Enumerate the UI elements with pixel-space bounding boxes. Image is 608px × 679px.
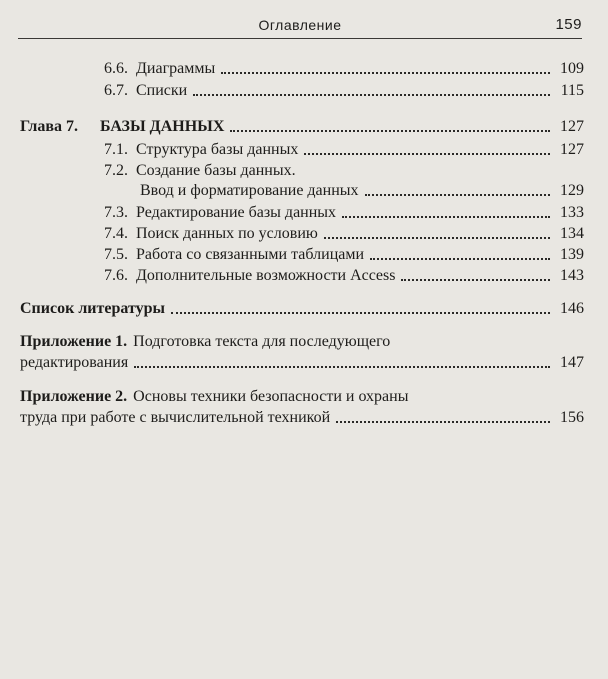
toc-title: Дополнительные возможности Access [136, 267, 396, 284]
toc-entry-appendix-2-line1[interactable] [20, 387, 584, 407]
toc-title: Диаграммы [136, 60, 216, 77]
toc-title-line2: редактирования [20, 354, 129, 371]
toc-entry-7-5[interactable] [104, 245, 584, 265]
dot-leader [193, 93, 550, 96]
dot-leader [370, 257, 550, 260]
dot-leader [342, 215, 550, 218]
toc-entry-7-6[interactable] [104, 266, 584, 286]
toc-entry-7-3[interactable] [104, 203, 584, 223]
dot-leader [365, 193, 550, 196]
toc-title-line2: Ввод и форматирование данных [140, 182, 359, 199]
toc-number: 7.1. [104, 141, 128, 158]
toc-number: 7.3. [104, 204, 128, 221]
toc-entry-7-2-line2[interactable] [140, 181, 584, 201]
toc-entry-6-7[interactable] [104, 81, 584, 101]
dot-leader [401, 278, 550, 281]
appendix-label: Приложение 1. [20, 333, 128, 350]
toc-entry-appendix-1-line2[interactable] [20, 353, 584, 373]
toc-entry-7-2-line1[interactable] [104, 161, 584, 181]
toc-page: 143 [560, 267, 584, 284]
running-header [18, 16, 582, 39]
toc-page: 129 [560, 182, 584, 199]
header-page-number: 159 [555, 16, 582, 33]
toc-title-line1: Подготовка текста для последующего [133, 333, 391, 350]
toc-title-line1: Создание базы данных. [136, 162, 296, 179]
dot-leader [324, 236, 550, 239]
toc-page: 147 [560, 354, 584, 371]
toc-page: 127 [560, 118, 584, 135]
toc-number: 7.4. [104, 225, 128, 242]
toc-entry-7-1[interactable] [104, 140, 584, 160]
toc-page: 109 [560, 60, 584, 77]
toc-title: Поиск данных по условию [136, 225, 318, 242]
toc-page: 139 [560, 246, 584, 263]
toc-page: 134 [560, 225, 584, 242]
dot-leader [336, 420, 550, 423]
toc-page: 133 [560, 204, 584, 221]
toc-title-line2: труда при работе с вычислительной техникой [20, 409, 331, 426]
toc-page: 156 [560, 409, 584, 426]
dot-leader [134, 365, 550, 368]
toc-number: 6.6. [104, 60, 128, 77]
toc-page: 146 [560, 300, 584, 317]
toc-title: Списки [136, 82, 188, 99]
chapter-label: Глава 7. [20, 118, 78, 135]
dot-leader [221, 71, 550, 74]
toc-title: Работа со связанными таблицами [136, 246, 365, 263]
toc-page: 127 [560, 141, 584, 158]
toc-title: Структура базы данных [136, 141, 299, 158]
toc-entry-bibliography[interactable] [20, 299, 584, 319]
dot-leader [230, 129, 550, 132]
dot-leader [171, 311, 550, 314]
toc-entry-7-4[interactable] [104, 224, 584, 244]
appendix-label: Приложение 2. [20, 388, 128, 405]
toc-title-line1: Основы техники безопасности и охраны [133, 388, 409, 405]
toc-entry-appendix-1-line1[interactable] [20, 332, 584, 352]
toc-page: 115 [560, 82, 584, 99]
header-title: Оглавление [258, 17, 342, 33]
dot-leader [304, 152, 550, 155]
toc-entry-6-6[interactable] [104, 59, 584, 79]
toc-title: Список литературы [20, 300, 165, 317]
toc-number: 6.7. [104, 82, 128, 99]
toc-entry-chapter-7[interactable] [20, 117, 584, 137]
toc-number: 7.2. [104, 162, 128, 179]
toc-entry-appendix-2-line2[interactable] [20, 408, 584, 428]
toc-title: Редактирование базы данных [136, 204, 337, 221]
chapter-title: БАЗЫ ДАННЫХ [100, 118, 225, 135]
toc-number: 7.6. [104, 267, 128, 284]
toc-number: 7.5. [104, 246, 128, 263]
